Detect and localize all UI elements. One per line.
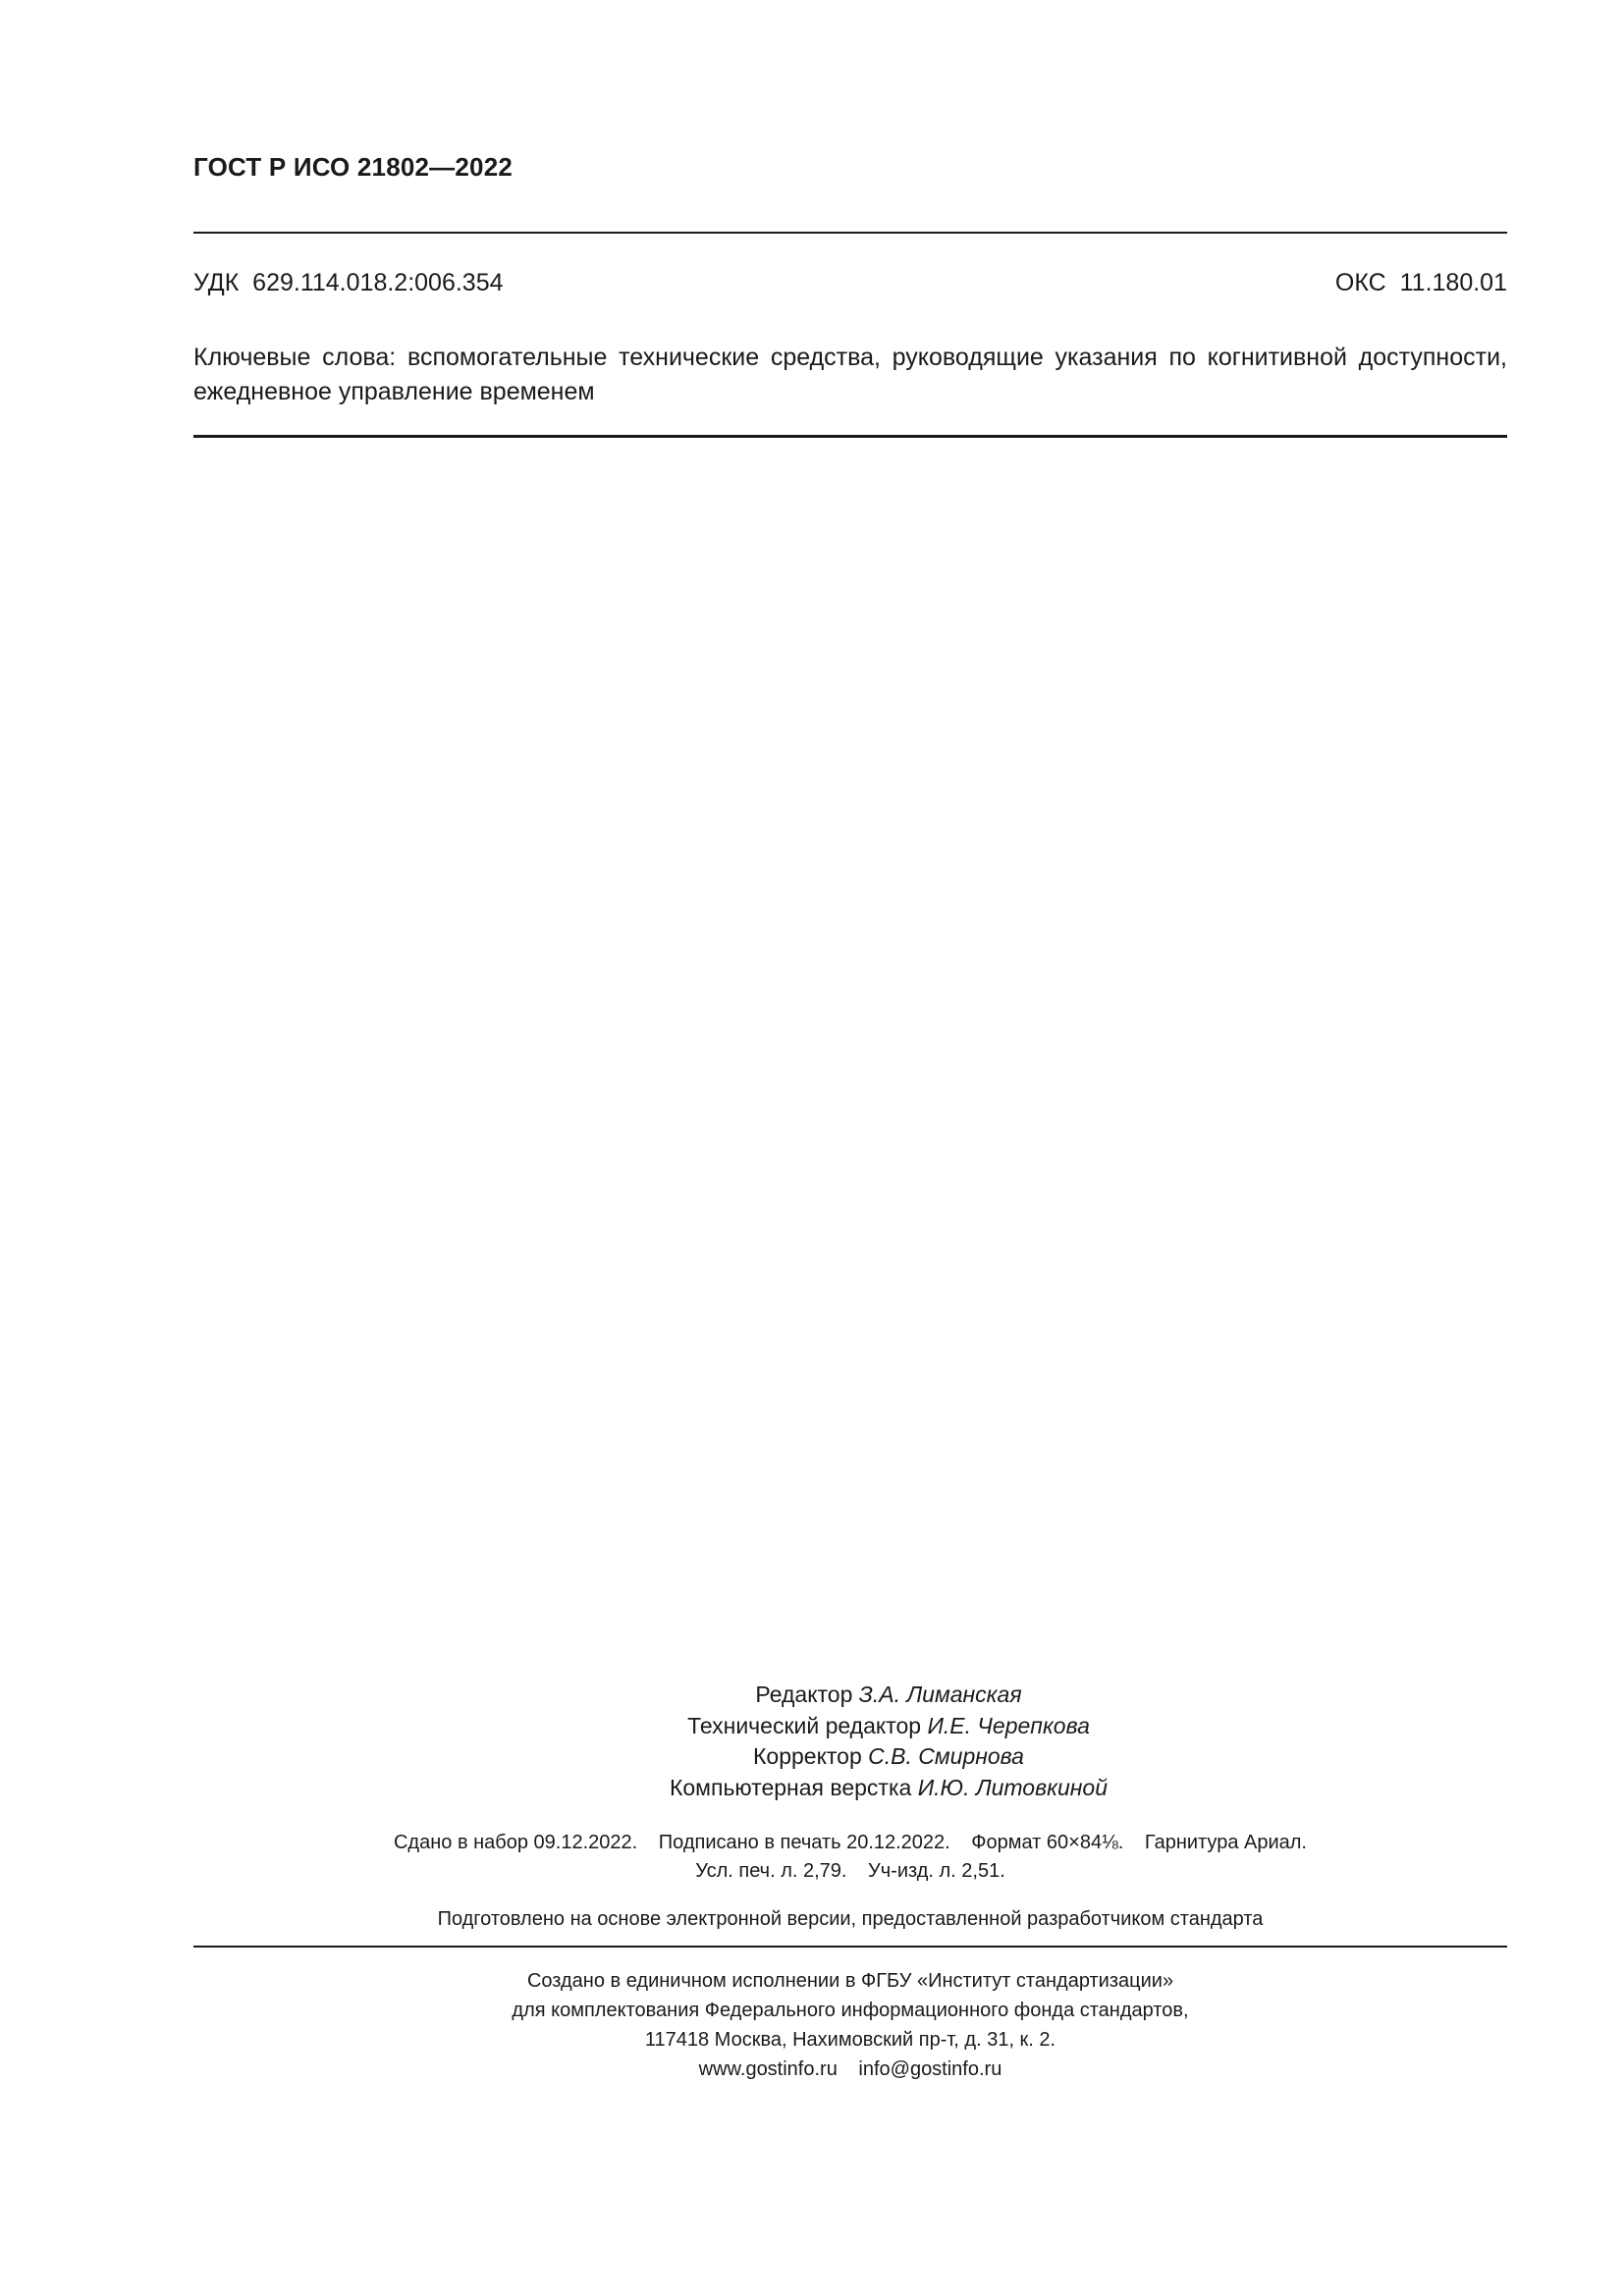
- publisher-line-2: для комплектования Федерального информационного фонда стандартов,: [512, 2000, 1189, 2021]
- print-info: [193, 1829, 1507, 1886]
- oks-value: 11.180.01: [1399, 269, 1507, 296]
- publisher-contacts: [193, 2055, 1507, 2084]
- credits-block: [550, 1680, 1227, 1803]
- divider-top: [193, 232, 1507, 234]
- udk-code: [193, 269, 504, 297]
- email-link[interactable]: info@gostinfo.ru: [858, 2058, 1002, 2080]
- publishing-sheets: Уч-изд. л. 2,51.: [868, 1860, 1005, 1882]
- credit-name: И.Е. Черепкова: [927, 1712, 1090, 1738]
- credit-role: Компьютерная верстка: [669, 1774, 912, 1800]
- oks-code: [1335, 269, 1507, 297]
- print-info-line-2: [193, 1857, 1507, 1886]
- oks-label: ОКС: [1334, 269, 1386, 296]
- credit-role: Редактор: [755, 1682, 853, 1707]
- prepared-note: Подготовлено на основе электронной версии, предоставленной разработчиком стандарта: [437, 1908, 1264, 1930]
- signed-date: Подписано в печать 20.12.2022.: [658, 1832, 950, 1853]
- credit-role: Технический редактор: [687, 1712, 922, 1738]
- credit-layout: [550, 1773, 1227, 1804]
- credit-proofreader: [550, 1741, 1227, 1773]
- divider-keywords: [193, 435, 1507, 438]
- credit-role: Корректор: [753, 1743, 862, 1769]
- credit-name: И.Ю. Литовкиной: [917, 1774, 1108, 1800]
- publisher-line-1: Создано в единичном исполнении в ФГБУ «Институт стандартизации»: [526, 1970, 1174, 1992]
- credit-technical-editor: [550, 1711, 1227, 1742]
- divider-footer: [193, 1946, 1507, 1948]
- typeface: Гарнитура Ариал.: [1144, 1832, 1307, 1853]
- udk-label: УДК: [193, 269, 240, 296]
- udk-value: 629.114.018.2:006.354: [252, 269, 504, 296]
- credit-editor: [550, 1680, 1227, 1711]
- print-sheets: Усл. печ. л. 2,79.: [695, 1860, 847, 1882]
- publisher-address: 117418 Москва, Нахимовский пр-т, д. 31, к. 2.: [644, 2029, 1056, 2051]
- credit-name: З.А. Лиманская: [858, 1682, 1022, 1707]
- keywords-label: Ключевые слова:: [193, 344, 397, 371]
- credit-name: С.В. Смирнова: [868, 1743, 1024, 1769]
- publisher-info: [193, 1966, 1507, 2084]
- submitted-date: Сдано в набор 09.12.2022.: [393, 1832, 638, 1853]
- website-link[interactable]: www.gostinfo.ru: [698, 2058, 838, 2080]
- paper-format: Формат 60×84⅛.: [971, 1832, 1124, 1853]
- keywords: [193, 341, 1507, 409]
- keywords-text: вспомогательные технические средства, руководящие указания по когнитивной доступности, ежедневное управление временем: [193, 344, 1507, 405]
- print-info-line-1: [193, 1829, 1507, 1857]
- standard-number: ГОСТ Р ИСО 21802—2022: [193, 152, 514, 182]
